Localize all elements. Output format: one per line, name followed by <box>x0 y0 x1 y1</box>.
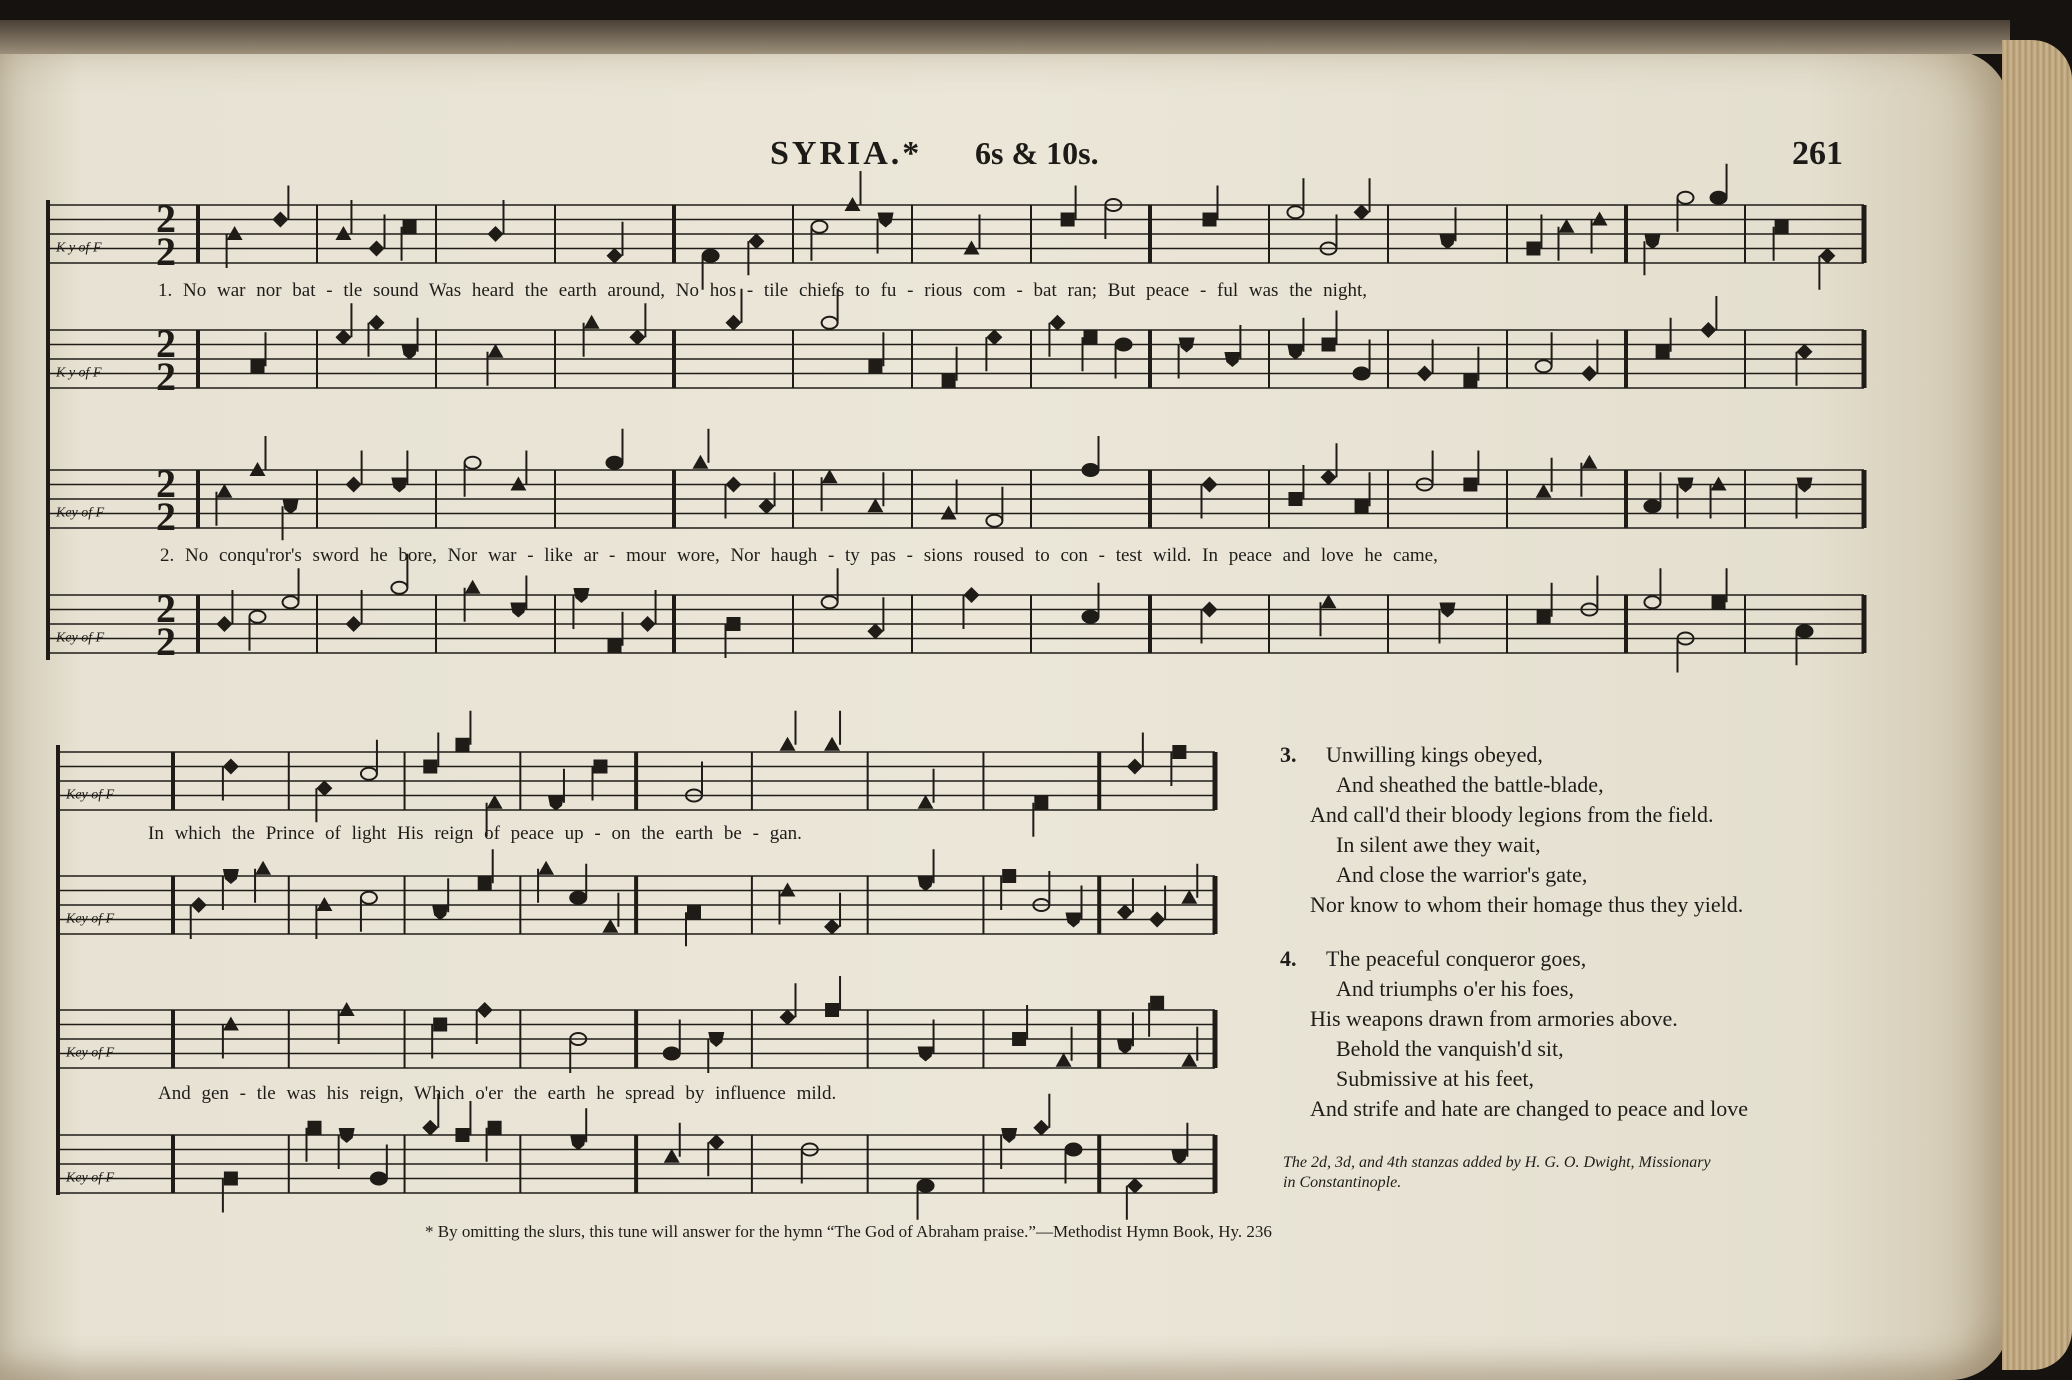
note-head <box>1712 595 1726 609</box>
credit-line: in Constantinople. <box>1283 1174 1402 1191</box>
time-signature-bottom: 2 <box>156 619 176 664</box>
note-head <box>223 869 239 884</box>
note-head <box>272 212 288 228</box>
note-head <box>1819 248 1835 264</box>
note-head <box>1644 234 1660 249</box>
note-head <box>1287 206 1303 218</box>
note-head <box>822 469 838 483</box>
note-head <box>608 639 622 653</box>
note-head <box>878 213 894 228</box>
note-head <box>867 623 883 639</box>
note-head <box>607 248 623 264</box>
stanza-line: His weapons drawn from armories above. <box>1310 1006 1678 1031</box>
note-head <box>1127 759 1143 775</box>
note-head <box>822 317 838 329</box>
note-head <box>455 738 469 752</box>
note-head <box>1354 368 1370 380</box>
note-head <box>726 315 742 331</box>
note-head <box>941 506 957 520</box>
note-head <box>1288 492 1302 506</box>
note-head <box>825 1003 839 1017</box>
note-head <box>1354 204 1370 220</box>
note-head <box>1061 213 1075 227</box>
note-head <box>1440 603 1456 618</box>
key-label: Key of F <box>56 630 105 646</box>
note-head <box>986 329 1002 345</box>
note-head <box>308 1121 322 1135</box>
note-head <box>432 905 448 920</box>
note-head <box>1700 322 1716 338</box>
note-head <box>1644 500 1660 512</box>
note-head <box>477 1002 493 1018</box>
note-head <box>391 478 407 493</box>
stanza-number: 3. <box>1280 742 1297 767</box>
note-head <box>593 760 607 774</box>
time-signature-top: 2 <box>156 321 176 366</box>
time-signature-bottom: 2 <box>156 354 176 399</box>
key-label: Key of F <box>66 911 115 927</box>
time-signature-top: 2 <box>156 196 176 241</box>
note-head <box>1065 1144 1081 1156</box>
note-head <box>573 588 589 603</box>
time-signature-top: 2 <box>156 461 176 506</box>
note-head <box>1202 602 1218 618</box>
note-head <box>692 455 708 469</box>
note-head <box>1678 478 1694 493</box>
note-head <box>570 892 586 904</box>
note-head <box>918 876 934 891</box>
note-head <box>822 596 838 608</box>
stanza-3 <box>1280 740 1880 920</box>
note-head <box>250 611 266 623</box>
note-head <box>1537 610 1551 624</box>
stanza-line: Behold the vanquish'd sit, <box>1336 1036 1564 1061</box>
note-head <box>868 359 882 373</box>
stanza-line: The peaceful conqueror goes, <box>1326 946 1587 971</box>
note-head <box>602 919 618 933</box>
note-head <box>283 596 299 608</box>
note-head <box>664 1149 680 1163</box>
time-signature-top: 2 <box>156 586 176 631</box>
note-head <box>1321 469 1337 485</box>
note-head <box>488 1121 502 1135</box>
note-head <box>1656 345 1670 359</box>
note-head <box>1083 464 1099 476</box>
note-head <box>1678 192 1694 204</box>
note-head <box>465 457 481 469</box>
note-head <box>726 477 742 493</box>
note-head <box>918 1180 934 1192</box>
note-head <box>1127 1178 1143 1194</box>
stanza-line: In silent awe they wait, <box>1336 832 1541 857</box>
note-head <box>361 892 377 904</box>
note-head <box>1083 611 1099 623</box>
note-head <box>629 329 645 345</box>
note-head <box>1559 219 1575 233</box>
note-head <box>346 616 362 632</box>
note-head <box>780 1009 796 1025</box>
stanza-line: Unwilling kings obeyed, <box>1326 742 1543 767</box>
additional-stanzas <box>1280 740 1880 1148</box>
note-head <box>607 457 623 469</box>
note-head <box>369 241 385 257</box>
note-head <box>1049 315 1065 331</box>
note-head <box>1172 745 1186 759</box>
note-head <box>1287 345 1303 360</box>
note-head <box>964 587 980 603</box>
credit-line: The 2d, 3d, and 4th stanzas added by H. G. O. Dwight, Missionary <box>1283 1154 1711 1171</box>
note-head <box>964 241 980 255</box>
note-head <box>283 499 299 514</box>
note-head <box>1536 360 1552 372</box>
note-head <box>1711 477 1727 491</box>
note-head <box>1149 912 1165 928</box>
note-head <box>478 876 492 890</box>
note-head <box>1181 1053 1197 1067</box>
note-head <box>708 1134 724 1150</box>
lyrics-system1-verse1: 1. No war nor bat - tle sound Was heard the earth around, No hos - tile chiefs to fu - rious com - bat ran; But peace - ful was the night, <box>158 280 1367 301</box>
stanza-credit <box>1283 1153 1883 1193</box>
note-head <box>423 760 437 774</box>
key-label: Key of F <box>66 787 115 803</box>
note-head <box>780 737 796 751</box>
note-head <box>191 897 207 913</box>
note-head <box>811 221 827 233</box>
note-head <box>1797 625 1813 637</box>
note-head <box>1463 374 1477 388</box>
note-head <box>1581 455 1597 469</box>
note-head <box>455 1128 469 1142</box>
note-head <box>918 1047 934 1062</box>
note-head <box>824 737 840 751</box>
note-head <box>584 315 600 329</box>
note-head <box>339 1128 355 1143</box>
stanza-line: And sheathed the battle-blade, <box>1336 772 1604 797</box>
note-head <box>346 477 362 493</box>
note-head <box>223 759 239 775</box>
key-label: Key of F <box>66 1170 115 1186</box>
footnote: * By omitting the slurs, this tune will answer for the hymn “The God of Abraham praise.”—Methodist Hymn Book, Hy. 236 <box>425 1222 1272 1241</box>
stanza-4 <box>1280 944 1880 1124</box>
note-head <box>1592 212 1608 226</box>
note-head <box>1084 330 1098 344</box>
note-head <box>335 226 351 240</box>
key-label: Key of F <box>56 505 105 521</box>
note-head <box>422 1120 438 1136</box>
note-head <box>727 617 741 631</box>
note-head <box>548 796 564 811</box>
note-head <box>1116 339 1132 351</box>
note-head <box>1056 1053 1072 1067</box>
note-head <box>1644 596 1660 608</box>
note-head <box>433 1018 447 1032</box>
note-head <box>335 329 351 345</box>
note-head <box>216 484 232 498</box>
note-head <box>223 1017 239 1031</box>
note-head <box>1002 869 1016 883</box>
note-head <box>371 1173 387 1185</box>
stanza-line: Nor know to whom their homage thus they yield. <box>1310 892 1744 917</box>
note-head <box>1150 996 1164 1010</box>
note-head <box>1034 796 1048 810</box>
stanza-line: And strife and hate are changed to peace and love <box>1310 1096 1748 1121</box>
note-head <box>403 220 417 234</box>
note-head <box>227 226 243 240</box>
note-head <box>759 498 775 514</box>
note-head <box>1001 1128 1017 1143</box>
hymn-title: SYRIA.* <box>770 135 923 172</box>
note-head <box>1322 338 1336 352</box>
key-label: K y of F <box>56 240 102 256</box>
note-head <box>465 580 481 594</box>
note-head <box>687 905 701 919</box>
stanza-line: And call'd their bloody legions from the field. <box>1310 802 1714 827</box>
time-signature-bottom: 2 <box>156 229 176 274</box>
note-head <box>1117 904 1133 920</box>
note-head <box>918 795 934 809</box>
note-head <box>1012 1032 1026 1046</box>
note-head <box>1203 213 1217 227</box>
hymn-meter: 6s & 10s. <box>975 135 1099 171</box>
note-head <box>1355 499 1369 513</box>
note-head <box>1417 366 1433 382</box>
note-head <box>708 1032 724 1047</box>
note-head <box>1181 890 1197 904</box>
note-head <box>369 315 385 331</box>
note-head <box>845 197 861 211</box>
note-head <box>942 374 956 388</box>
note-head <box>1117 1039 1133 1054</box>
note-head <box>986 515 1002 527</box>
note-head <box>361 768 377 780</box>
note-head <box>316 897 332 911</box>
time-signature-bottom: 2 <box>156 494 176 539</box>
note-head <box>1321 594 1337 608</box>
note-head <box>1526 242 1540 256</box>
note-head <box>748 233 764 249</box>
lyrics-system2-line2: And gen - tle was his reign, Which o'er the earth he spread by influence mild. <box>158 1083 837 1104</box>
note-head <box>487 795 503 809</box>
note-head <box>538 861 554 875</box>
note-head <box>250 462 266 476</box>
note-head <box>510 603 526 618</box>
note-head <box>510 477 526 491</box>
note-head <box>488 226 504 242</box>
note-head <box>824 919 840 935</box>
key-label: K y of F <box>56 365 102 381</box>
note-head <box>1536 484 1552 498</box>
note-head <box>224 1172 238 1186</box>
key-label: Key of F <box>66 1045 115 1061</box>
note-head <box>1797 344 1813 360</box>
note-head <box>1224 352 1240 367</box>
note-head <box>780 883 796 897</box>
note-head <box>1179 338 1195 353</box>
note-head <box>867 498 883 512</box>
lyrics-system1-verse2: 2. No conqu'ror's sword he bore, Nor war - like ar - mour wore, Nor haugh - ty pas - sions roused to con - test wild. In peace and love he came, <box>160 545 1438 566</box>
note-head <box>570 1135 586 1150</box>
note-head <box>1775 220 1789 234</box>
note-head <box>1065 913 1081 928</box>
note-head <box>255 861 271 875</box>
note-head <box>664 1048 680 1060</box>
note-head <box>1711 192 1727 204</box>
note-head <box>1033 1120 1049 1136</box>
page-number: 261 <box>1792 135 1843 172</box>
note-head <box>1171 1150 1187 1165</box>
note-head <box>251 359 265 373</box>
stanza-line: Submissive at his feet, <box>1336 1066 1534 1091</box>
stanza-line: And triumphs o'er his foes, <box>1336 976 1574 1001</box>
note-head <box>1797 478 1813 493</box>
note-head <box>640 616 656 632</box>
note-head <box>1581 366 1597 382</box>
note-head <box>316 780 332 796</box>
note-head <box>402 345 418 360</box>
stanza-line: And close the warrior's gate, <box>1336 862 1588 887</box>
note-head <box>1440 234 1456 249</box>
note-head <box>1463 478 1477 492</box>
lyrics-system2-line1: In which the Prince of light His reign of peace up - on the earth be - gan. <box>148 823 802 844</box>
note-head <box>339 1002 355 1016</box>
stanza-number: 4. <box>1280 946 1297 971</box>
note-head <box>703 250 719 262</box>
note-head <box>488 344 504 358</box>
note-head <box>391 582 407 594</box>
note-head <box>1202 477 1218 493</box>
note-head <box>216 616 232 632</box>
